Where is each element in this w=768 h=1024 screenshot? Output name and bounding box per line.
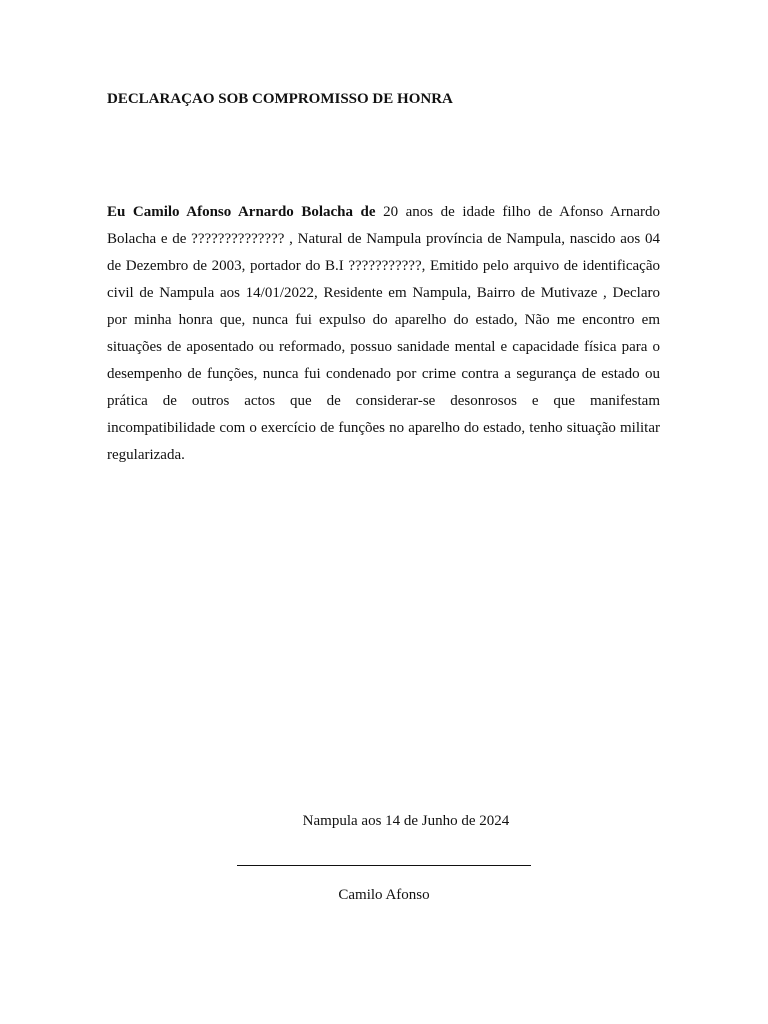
declaration-text: 20 anos de idade filho de Afonso Arnardo Bolacha e de ?????????????? , Natural de Nampula província de Nampula, nascido aos 04 de Dezembro de 2003, portador do B.I ???????????, Emitido pelo arquivo de identificação civil de Nampula aos 14/01/2022, Residente em Nampula, Bairro de Mutivaze , Declaro por minha honra que, nunca fui expulso do aparelho do estado, Não me encontro em situações de aposentado ou reformado, possuo sanidade mental e capacidade física para o desempenho de funções, nunca fui condenado por crime contra a segurança de estado ou prática de outros actos que de considerar-se desonrosos e que manifestam incompatibilidade com o exercício de funções no aparelho do estado, tenho situação militar regularizada. bbox=[107, 204, 660, 463]
declaration-body bbox=[107, 199, 660, 469]
signer-name: Camilo Afonso bbox=[338, 887, 430, 903]
signature-line bbox=[237, 865, 531, 866]
declarant-intro: Eu Camilo Afonso Arnardo Bolacha de bbox=[107, 204, 376, 220]
document-title: DECLARAÇAO SOB COMPROMISSO DE HONRA bbox=[107, 91, 453, 107]
place-and-date: Nampula aos 14 de Junho de 2024 bbox=[302, 813, 510, 829]
